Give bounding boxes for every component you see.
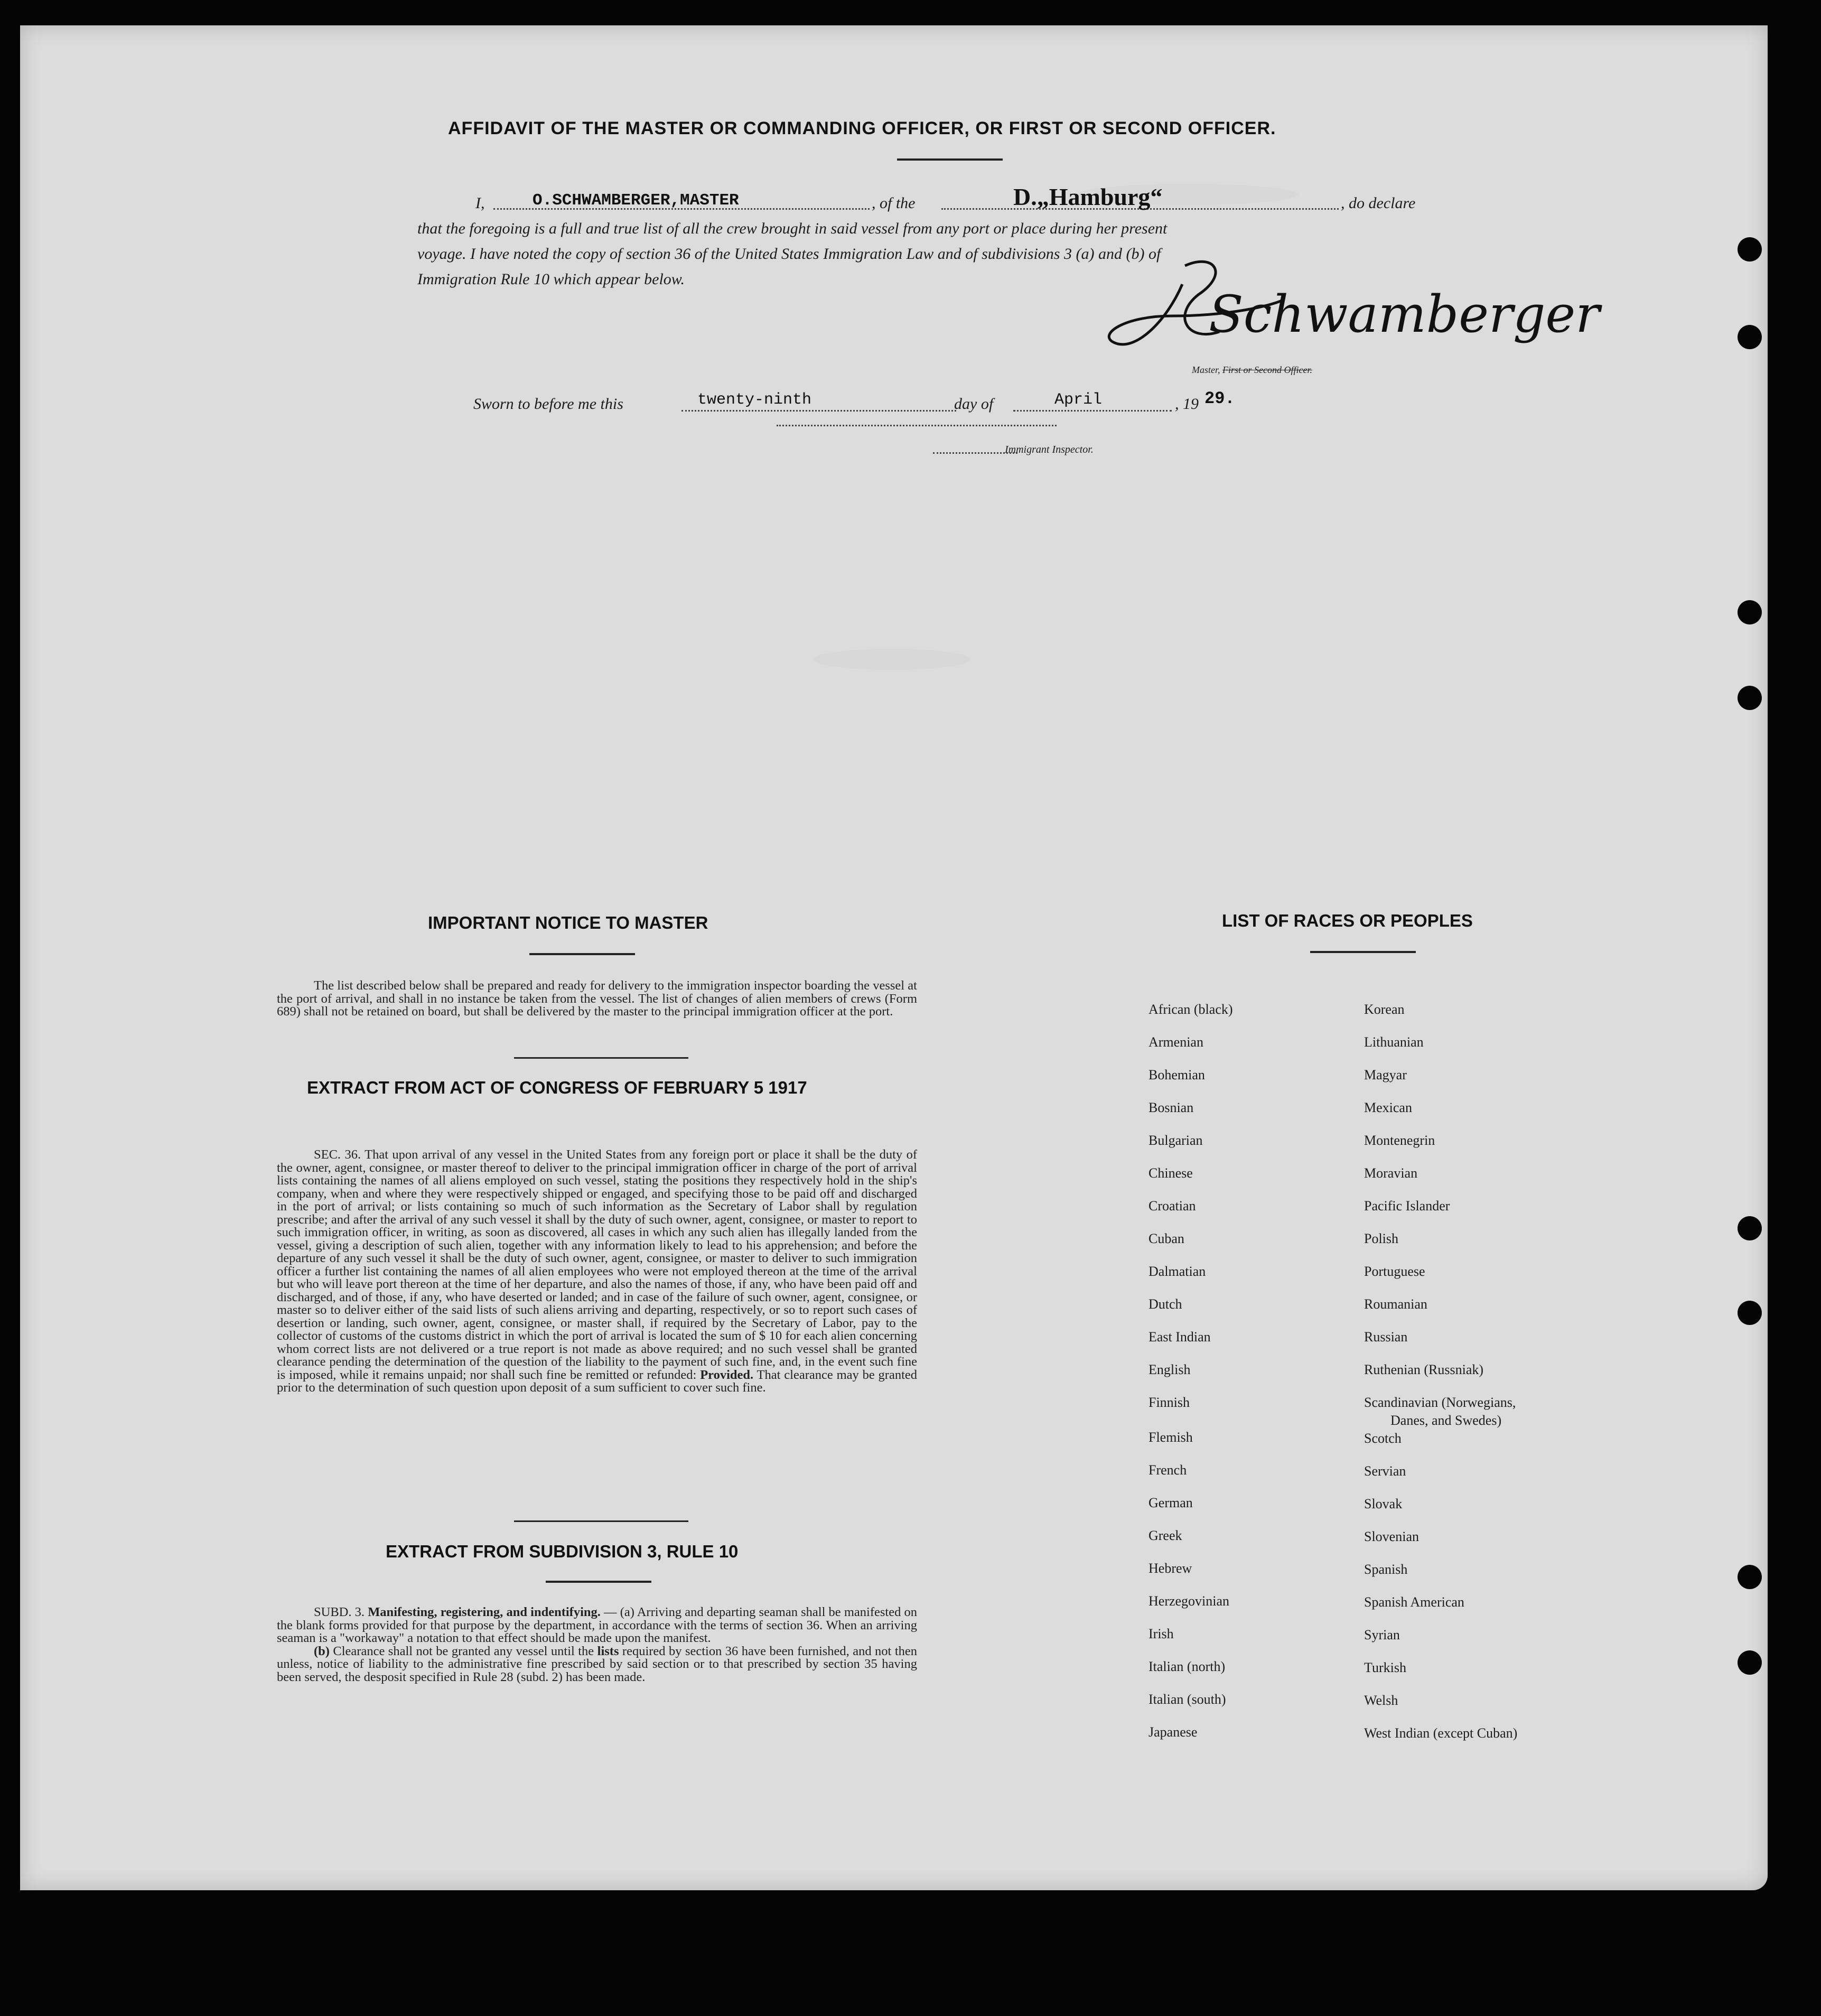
notice-text	[277, 979, 917, 1019]
rule-extract-text	[277, 1606, 917, 1684]
inspector-signature-line	[777, 425, 1057, 426]
divider	[529, 953, 635, 955]
binder-hole	[1738, 1216, 1762, 1240]
inspector-caption: Immigrant Inspector.	[1005, 444, 1094, 455]
subd-a-text: — (a) Arriving and departing seaman shall be manifested on the blank forms provided for that purpose by the department, in accordance with the terms of section 36. When an arriving seaman is a "workaway" a notation to that effect should be made upon the manifest.	[277, 1605, 917, 1645]
race-item: Dutch	[1148, 1296, 1182, 1312]
divider	[514, 1520, 688, 1522]
races-title: LIST OF RACES OR PEOPLES	[1222, 911, 1473, 930]
race-item: Mexican	[1364, 1100, 1412, 1115]
subd-b-lists: lists	[597, 1644, 619, 1658]
binder-hole	[1738, 1650, 1762, 1675]
race-item: Scandinavian (Norwegians,	[1364, 1395, 1516, 1410]
divider	[1310, 951, 1416, 953]
provided-term: Provided.	[700, 1367, 754, 1382]
subd-b-text: Clearance shall not be granted any vessel until the	[333, 1644, 597, 1658]
race-item: Hebrew	[1148, 1561, 1192, 1576]
sworn-month-field: April	[1054, 391, 1103, 409]
race-item: Italian (south)	[1148, 1692, 1226, 1707]
year-suffix-field: 29.	[1204, 389, 1235, 408]
race-item: Welsh	[1364, 1693, 1398, 1708]
race-item: Roumanian	[1364, 1296, 1427, 1312]
subd-b-text-end: required by section 36 have been furnished, and not then unless, notice of liability to the administrative fine prescribed by said section or to that prescribed by section 35 having been served, the desposit specified in Rule 28 (subd. 2) has been made.	[277, 1644, 917, 1684]
of-the-label: , of the	[872, 194, 916, 212]
caption-struck-officer: First or Second Officer.	[1222, 365, 1312, 375]
race-item: African (black)	[1148, 1002, 1233, 1017]
race-item-continuation: Danes, and Swedes)	[1390, 1413, 1502, 1428]
race-item: Irish	[1148, 1626, 1174, 1641]
do-declare-label: , do declare	[1341, 194, 1416, 212]
binder-hole	[1738, 325, 1762, 349]
notice-title: IMPORTANT NOTICE TO MASTER	[428, 913, 708, 932]
race-item: Magyar	[1364, 1067, 1407, 1082]
race-item: Slovak	[1364, 1496, 1403, 1511]
affidavit-line-3: voyage. I have noted the copy of section 36 of the United States Immigration Law and of subdivisions 3 (a) and (b) of	[417, 245, 1161, 263]
race-item: Bosnian	[1148, 1100, 1194, 1115]
binder-hole	[1738, 686, 1762, 710]
rule-extract-title: EXTRACT FROM SUBDIVISION 3, RULE 10	[386, 1542, 739, 1561]
manifest-page	[20, 25, 1768, 1890]
caption-master: Master,	[1192, 365, 1222, 375]
race-item: Polish	[1364, 1231, 1399, 1246]
race-item: Chinese	[1148, 1165, 1193, 1181]
race-item: Servian	[1364, 1463, 1406, 1479]
vessel-name-field: D.„Hamburg“	[1013, 183, 1163, 210]
affidavit-line-2: that the foregoing is a full and true list of all the crew brought in said vessel from any port or place during her present	[417, 220, 1168, 237]
bleed-through-mark	[813, 649, 971, 670]
divider	[546, 1581, 651, 1583]
race-item: Croatian	[1148, 1198, 1196, 1214]
sec36-text-end: That clearance may be granted prior to the determination of such question upon deposit of a sum sufficient to cover such fine.	[277, 1367, 917, 1395]
race-item: Montenegrin	[1364, 1133, 1435, 1148]
signature-caption	[1192, 365, 1312, 376]
race-item: German	[1148, 1495, 1193, 1510]
sworn-label: Sworn to before me this	[473, 395, 623, 413]
act-extract-title: EXTRACT FROM ACT OF CONGRESS OF FEBRUARY 5 1917	[307, 1078, 807, 1097]
race-item: Finnish	[1148, 1395, 1190, 1410]
affidavit-line-4: Immigration Rule 10 which appear below.	[417, 270, 685, 288]
subd-b-label: (b)	[314, 1644, 333, 1658]
race-item: Italian (north)	[1148, 1659, 1226, 1674]
race-item: Turkish	[1364, 1660, 1406, 1675]
race-item: West Indian (except Cuban)	[1364, 1725, 1518, 1741]
race-item: Korean	[1364, 1002, 1405, 1017]
divider	[897, 158, 1003, 161]
binder-hole	[1738, 237, 1762, 262]
master-name-field: O.SCHWAMBERGER,MASTER	[533, 191, 739, 210]
race-item: East Indian	[1148, 1329, 1211, 1345]
sworn-day-line	[681, 410, 956, 412]
race-item: Ruthenian (Russniak)	[1364, 1362, 1484, 1377]
race-item: Spanish	[1364, 1562, 1408, 1577]
race-item: Spanish American	[1364, 1594, 1464, 1610]
signature-script: Schwamberger	[1209, 285, 1600, 344]
year-prefix: , 19	[1175, 395, 1199, 413]
sworn-month-line	[1013, 410, 1172, 412]
race-item: Armenian	[1148, 1034, 1203, 1050]
race-item: Cuban	[1148, 1231, 1184, 1246]
race-item: Scotch	[1364, 1431, 1402, 1446]
race-item: Herzegovinian	[1148, 1593, 1230, 1609]
subd-heading: Manifesting, registering, and indentifying.	[368, 1605, 601, 1619]
affidavit-i-label: I,	[475, 194, 485, 212]
race-item: Moravian	[1364, 1165, 1418, 1181]
subd-label: SUBD. 3.	[314, 1605, 368, 1619]
notice-paragraph: The list described below shall be prepared and ready for delivery to the immigration inspector boarding the vessel at the port of arrival, and shall in no instance be taken from the vessel. The list of changes of alien members of crews (Form 689) shall not be retained on board, but shall be delivered by the master to the principal immigration officer at the port.	[277, 978, 917, 1019]
binder-hole	[1738, 1301, 1762, 1325]
race-item: Lithuanian	[1364, 1034, 1424, 1050]
race-item: Slovenian	[1364, 1529, 1419, 1544]
master-signature	[1092, 237, 1600, 369]
race-item: Dalmatian	[1148, 1264, 1206, 1279]
day-of-label: day of	[954, 395, 994, 413]
race-item: Bulgarian	[1148, 1133, 1203, 1148]
race-item: Bohemian	[1148, 1067, 1205, 1082]
sworn-day-field: twenty-ninth	[697, 391, 812, 409]
race-item: Flemish	[1148, 1430, 1193, 1445]
sec36-text: SEC. 36. That upon arrival of any vessel in the United States from any foreign port or place it shall be the duty of the owner, agent, consignee, or master thereof to deliver to the principal immigration officer in charge of the port of arrival lists containing the names of all aliens employed on such vessel, stating the positions they respectively hold in the ship's company, when and where they were respectively shipped or engaged, and specifying those to be paid off and discharged in the port of arrival; or lists containing so much of such information as the Secretary of Labor shall by regulation prescribe; and after the arrival of any such vessel it shall by the duty of such owner, agent, consignee, or master to report to such immigration officer, in writing, as soon as discovered, all cases in which any such alien has illegally landed from the vessel, giving a description of such alien, together with any information likely to lead to his apprehension; and before the departure of any such vessel it shall be the duty of such owner, agent, consignee, or master to deliver to such immigration officer a further list containing the names of all alien employees who were not employed thereon at the time of the arrival but who will leave port thereon at the time of her departure, and also the names of those, if any, who have been paid off and discharged, and of those, if any, who have deserted or landed; and in case of the failure of such owner, agent, consignee, or master so to deliver either of the said lists of such aliens arriving and departing, respectively, or so to report such cases of desertion or landing, such owner, agent, consignee, or master shall, if required by the Secretary of Labor, pay to the collector of customs of the customs district in which the port of arrival is located the sum of $ 10 for each alien concerning whom correct lists are not delivered or a true report is not made as above required; and no such vessel shall be granted clearance pending the determination of the question of the liability to the payment of such fine, and, in the event such fine is imposed, while it remains unpaid; nor shall such fine be remitted or refunded:	[277, 1147, 917, 1382]
binder-hole	[1738, 1565, 1762, 1589]
race-item: Japanese	[1148, 1724, 1198, 1740]
race-item: Pacific Islander	[1364, 1198, 1450, 1214]
race-item: Russian	[1364, 1329, 1408, 1345]
race-item: French	[1148, 1462, 1187, 1478]
race-item: Syrian	[1364, 1627, 1400, 1642]
divider	[514, 1057, 688, 1059]
race-item: Portuguese	[1364, 1264, 1425, 1279]
race-item: Greek	[1148, 1528, 1182, 1543]
affidavit-title: AFFIDAVIT OF THE MASTER OR COMMANDING OFFICER, OR FIRST OR SECOND OFFICER.	[448, 118, 1276, 138]
act-extract-text	[277, 1149, 917, 1395]
binder-hole	[1738, 600, 1762, 624]
race-item: English	[1148, 1362, 1191, 1377]
